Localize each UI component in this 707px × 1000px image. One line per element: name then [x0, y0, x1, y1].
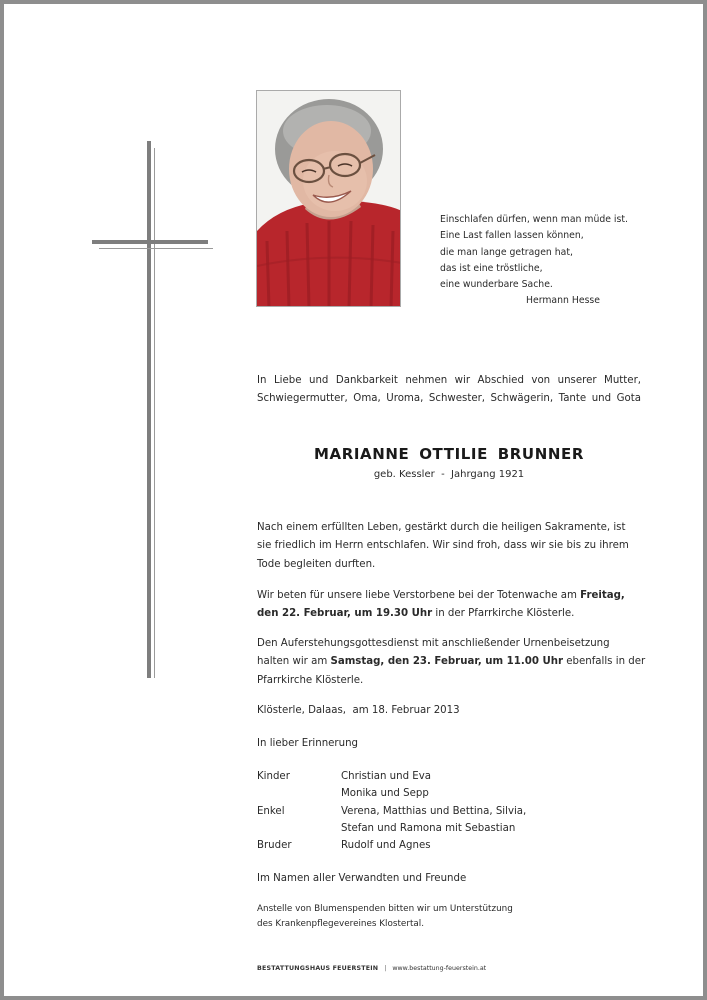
- memory-line: In lieber Erinnerung: [257, 738, 358, 749]
- family-row: [257, 768, 641, 803]
- donation-line: des Krankenpflegevereines Klostertal.: [257, 919, 425, 929]
- family-member: Verena, Matthias und Bettina, Silvia,: [341, 805, 527, 817]
- family-members: [341, 803, 641, 838]
- family-row: [257, 837, 641, 854]
- family-members: [341, 768, 641, 803]
- poem-line: Eine Last fallen lassen können,: [440, 230, 584, 242]
- paragraph-line: Den Auferstehungsgottesdienst mit anschließender Urnenbeisetzung: [257, 638, 610, 649]
- paragraph-line: Nach einem erfüllten Leben, gestärkt durch die heiligen Sakramente, ist: [257, 522, 626, 533]
- place-date: Klösterle, Dalaas, am 18. Februar 2013: [257, 705, 460, 716]
- poem-author: Hermann Hesse: [526, 295, 600, 307]
- funeral-paragraph: [257, 635, 646, 690]
- donation-line: Anstelle von Blumenspenden bitten wir um Unterstützung: [257, 904, 513, 914]
- paragraph-line: Tode begleiten durften.: [257, 558, 376, 570]
- wake-day: Freitag,: [580, 590, 625, 601]
- poem-line: Einschlafen dürfen, wenn man müde ist.: [440, 214, 628, 225]
- family-row: [257, 803, 641, 838]
- family-member: Christian und Eva: [341, 771, 431, 782]
- paragraph-line: Pfarrkirche Klösterle.: [257, 674, 364, 686]
- poem-quote: [440, 212, 660, 310]
- cross-vertical-bar: [147, 141, 151, 678]
- intro-line: In Liebe und Dankbarkeit nehmen wir Abschied von unserer Mutter,: [257, 375, 641, 386]
- paragraph-line: sie friedlich im Herrn entschlafen. Wir sind froh, dass wir sie bis zu ihrem: [257, 540, 629, 552]
- deceased-details: geb. Kessler - Jahrgang 1921: [373, 469, 525, 480]
- funeral-date-time: Samstag, den 23. Februar, um 11.00 Uhr: [330, 656, 563, 668]
- family-members: [341, 837, 641, 854]
- family-relation: Bruder: [257, 840, 292, 852]
- relatives-line: Im Namen aller Verwandten und Freunde: [257, 873, 467, 884]
- passing-paragraph: [257, 519, 641, 574]
- paragraph-line: [257, 653, 646, 671]
- cross-horizontal-bar: [92, 240, 208, 244]
- poem-line: eine wunderbare Sache.: [440, 279, 553, 291]
- family-relation: Kinder: [257, 771, 290, 782]
- footer: [257, 965, 486, 972]
- cross-horizontal-shadow: [99, 248, 213, 249]
- donation-note: [257, 902, 513, 932]
- footer-separator: |: [384, 965, 387, 972]
- funeral-text: halten wir am: [257, 656, 331, 668]
- family-relation: Enkel: [257, 805, 285, 817]
- wake-paragraph: [257, 587, 641, 624]
- family-list: [257, 768, 641, 854]
- intro-text: [257, 372, 641, 409]
- poem-line: das ist eine tröstliche,: [440, 262, 543, 274]
- deceased-name: MARIANNE OTTILIE BRUNNER: [313, 445, 585, 463]
- family-member: Monika und Sepp: [341, 788, 429, 800]
- footer-url[interactable]: www.bestattung-feuerstein.at: [392, 965, 487, 972]
- family-member: Rudolf und Agnes: [341, 840, 431, 852]
- footer-brand: BESTATTUNGSHAUS FEUERSTEIN: [257, 965, 379, 972]
- family-member: Stefan und Ramona mit Sebastian: [341, 822, 516, 834]
- wake-location: in der Pfarrkirche Klösterle.: [432, 608, 575, 620]
- wake-text: Wir beten für unsere liebe Verstorbene bei der Totenwache am: [257, 590, 581, 601]
- cross-vertical-shadow: [154, 148, 155, 678]
- portrait-photo: [256, 90, 401, 307]
- funeral-text-end: ebenfalls in der: [563, 656, 646, 668]
- paragraph-line: [257, 587, 641, 605]
- poem-line: die man lange getragen hat,: [440, 246, 573, 258]
- paragraph-line: [257, 605, 641, 623]
- intro-line: Schwiegermutter, Oma, Uroma, Schwester, Schwägerin, Tante und Gota: [257, 393, 641, 405]
- wake-date-time: den 22. Februar, um 19.30 Uhr: [257, 608, 433, 620]
